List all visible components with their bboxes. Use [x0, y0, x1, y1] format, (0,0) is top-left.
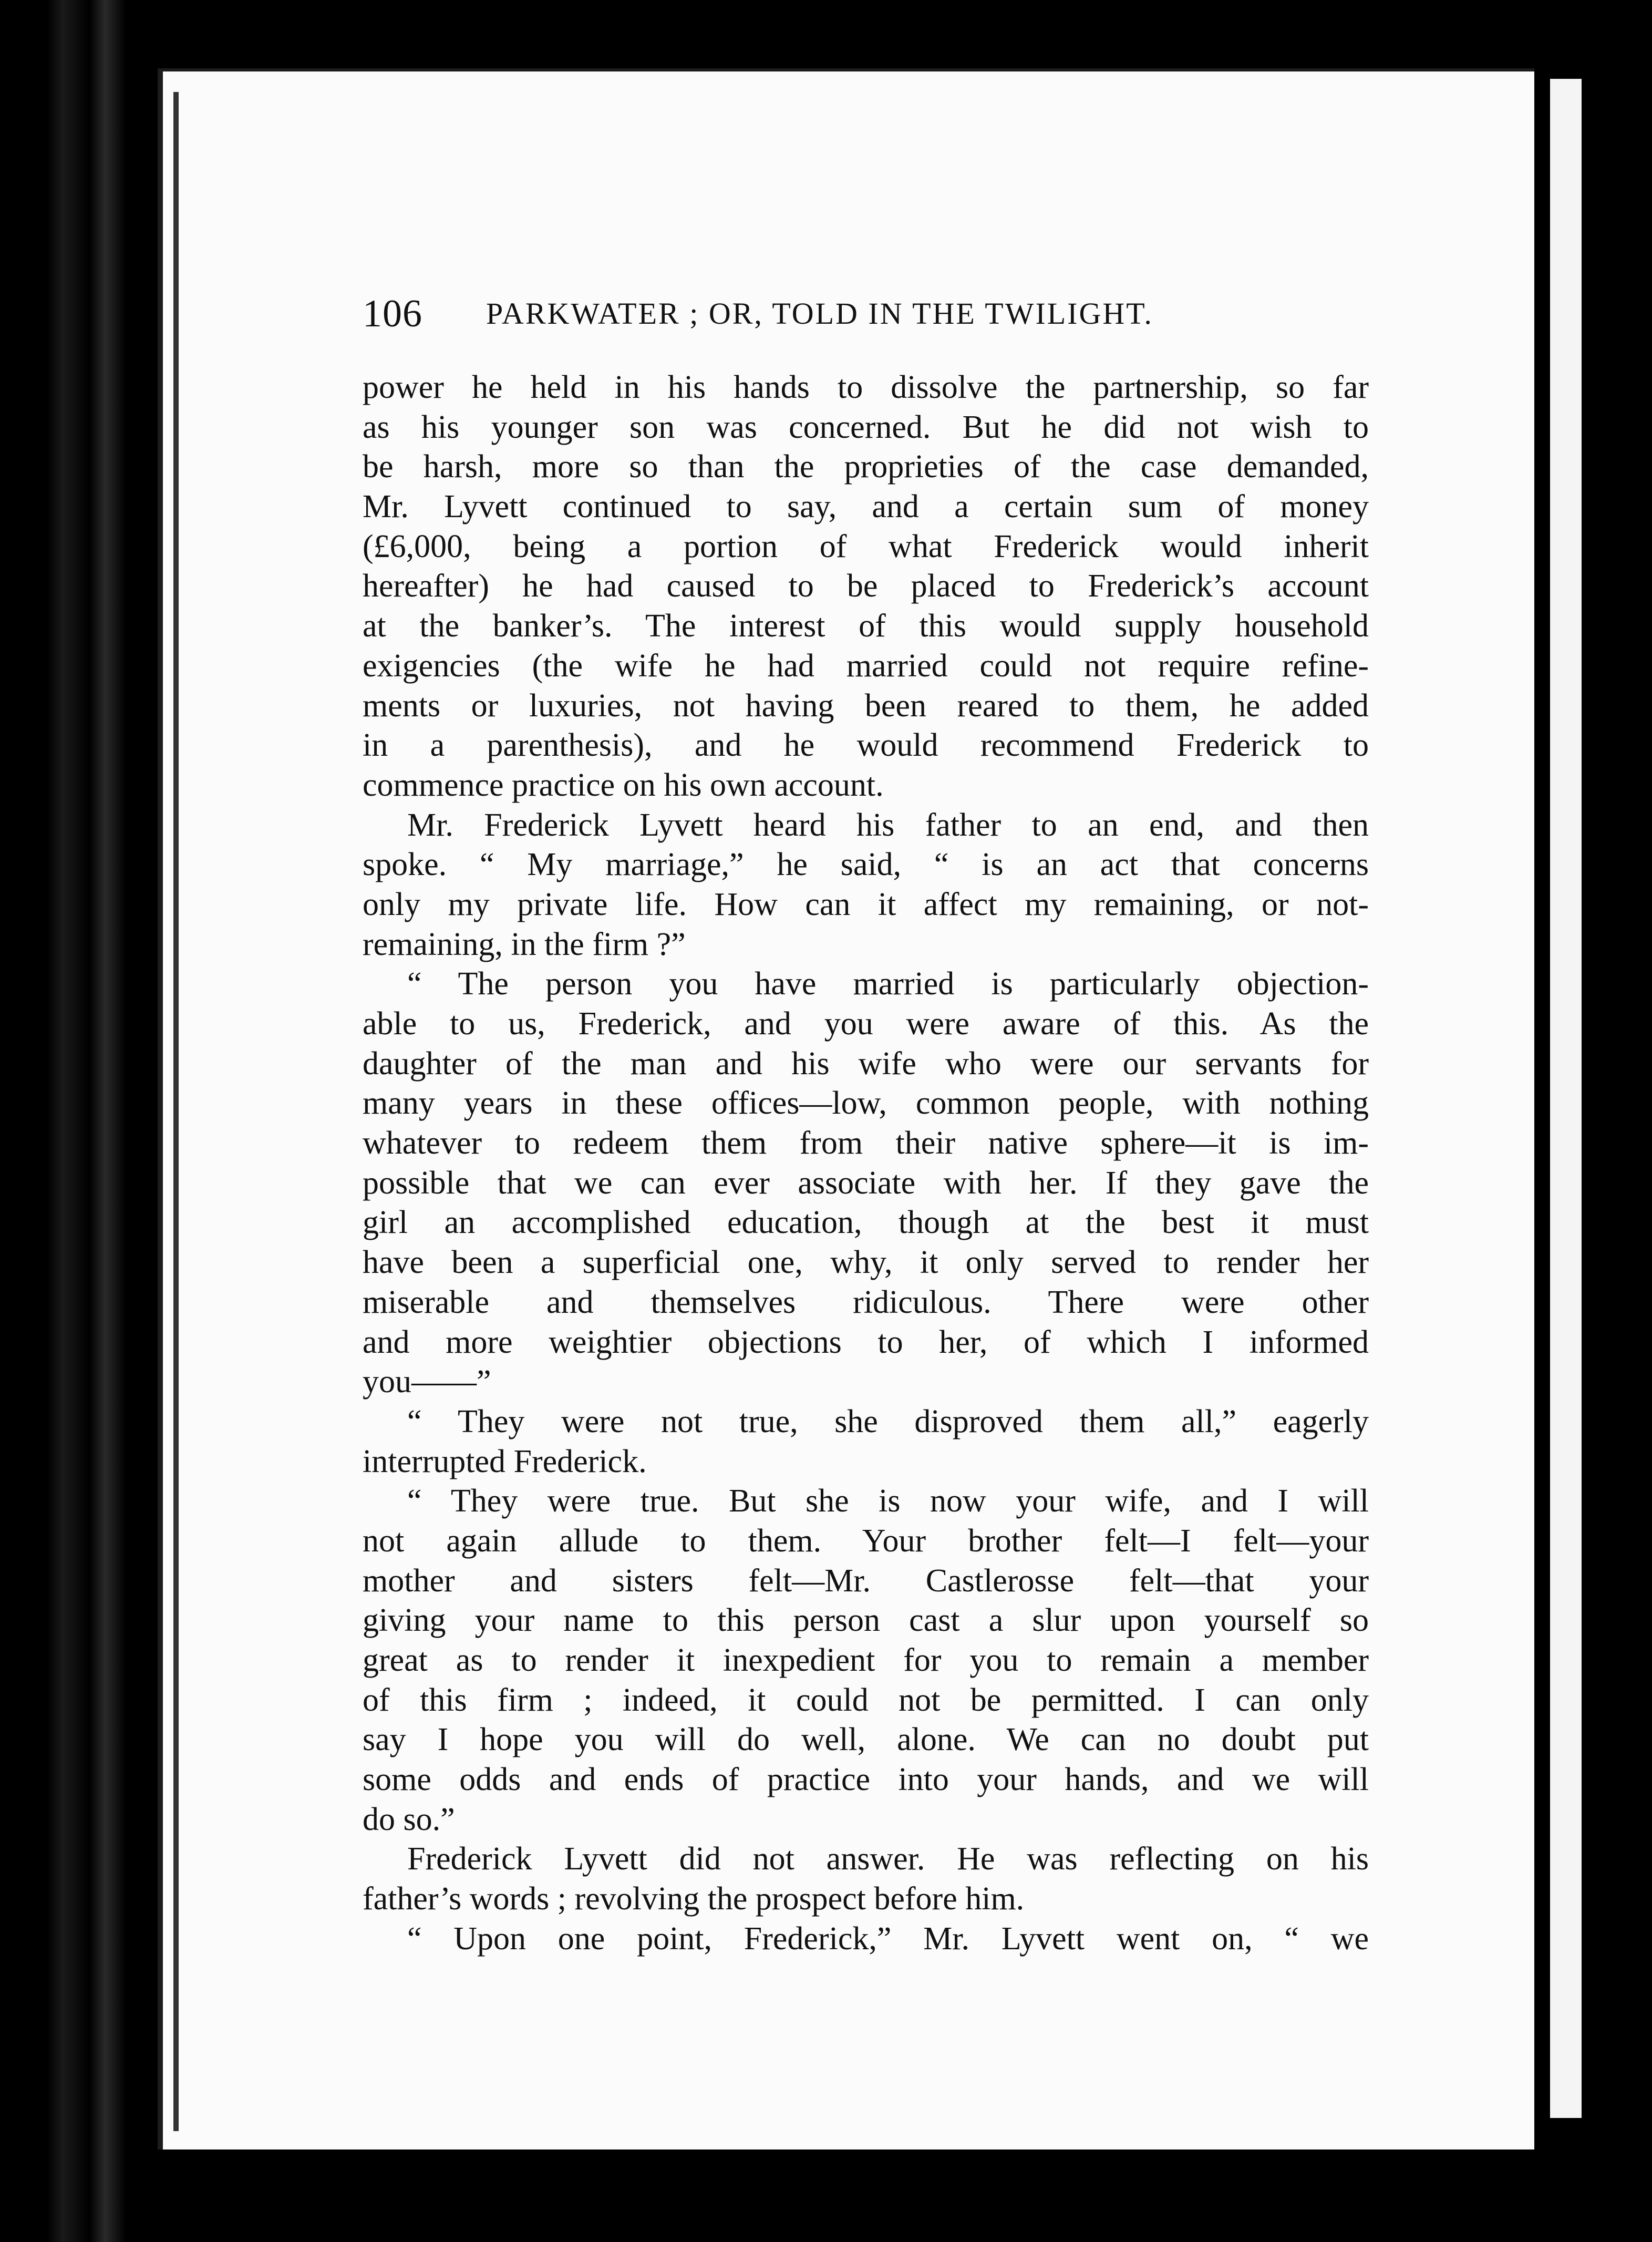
text-line: giving your name to this person cast a slur upon yourself so: [363, 1602, 1369, 1639]
page-edge-line: [173, 92, 179, 2131]
text-line: (£6,000, being a portion of what Frederick would inherit: [363, 528, 1369, 564]
text-line: mother and sisters felt—Mr. Castlerosse felt—that your: [363, 1562, 1369, 1599]
text-line: of this firm ; indeed, it could not be permitted. I can only: [363, 1682, 1369, 1718]
running-title: PARKWATER ; OR, TOLD IN THE TWILIGHT.: [486, 296, 1153, 331]
text-line: commence practice on his own account.: [363, 767, 884, 803]
text-line: say I hope you will do well, alone. We can no doubt put: [363, 1722, 1369, 1758]
text-line: interrupted Frederick.: [363, 1443, 647, 1479]
text-line: able to us, Frederick, and you were aware of this. As the: [363, 1006, 1369, 1042]
running-head: [363, 292, 1308, 349]
scan-right-border: [1521, 0, 1652, 2242]
text-line: you——”: [363, 1364, 491, 1400]
text-line: have been a superficial one, why, it only served to render her: [363, 1245, 1369, 1281]
text-line: in a parenthesis), and he would recommend Frederick to: [363, 727, 1369, 764]
text-line: only my private life. How can it affect my remaining, or not-: [363, 886, 1369, 922]
text-line: possible that we can ever associate with her. If they gave the: [363, 1165, 1369, 1201]
text-line: not again allude to them. Your brother felt—I felt—your: [363, 1523, 1369, 1559]
page-number: 106: [363, 292, 422, 335]
text-line: as his younger son was concerned. But he did not wish to: [363, 409, 1369, 445]
text-line: whatever to redeem them from their native sphere—it is im-: [363, 1125, 1369, 1161]
text-line: ments or luxuries, not having been reared to them, he added: [363, 687, 1369, 724]
body-text: [363, 368, 1369, 1959]
text-line: power he held in his hands to dissolve the partnership, so far: [363, 369, 1369, 405]
text-line: Frederick Lyvett did not answer. He was reflecting on his: [407, 1841, 1369, 1877]
text-line: spoke. “ My marriage,” he said, “ is an act that concerns: [363, 847, 1369, 883]
text-line: do so.”: [363, 1801, 455, 1837]
text-line: exigencies (the wife he had married could not require refine-: [363, 647, 1369, 684]
text-line: some odds and ends of practice into your hands, and we will: [363, 1762, 1369, 1798]
text-line: Mr. Lyvett continued to say, and a certain sum of money: [363, 489, 1369, 525]
text-line: great as to render it inexpedient for you to remain a member: [363, 1642, 1369, 1678]
text-line: “ Upon one point, Frederick,” Mr. Lyvett went on, “ we: [407, 1920, 1369, 1957]
text-line: and more weightier objections to her, of which I informed: [363, 1324, 1369, 1360]
text-line: “ They were not true, she disproved them all,” eagerly: [407, 1403, 1369, 1439]
text-line: girl an accomplished education, though at the best it must: [363, 1205, 1369, 1241]
text-line: “ They were true. But she is now your wife, and I will: [407, 1483, 1369, 1519]
text-line: remaining, in the firm ?”: [363, 926, 686, 962]
text-line: Mr. Frederick Lyvett heard his father to an end, and then: [407, 807, 1369, 843]
scan-left-border: [0, 0, 158, 2242]
text-line: hereafter) he had caused to be placed to Frederick’s account: [363, 568, 1369, 604]
text-line: father’s words ; revolving the prospect before him.: [363, 1881, 1025, 1917]
text-line: miserable and themselves ridiculous. There were other: [363, 1284, 1369, 1320]
text-line: be harsh, more so than the proprieties of the case demanded,: [363, 449, 1369, 485]
next-page-edge: [1550, 79, 1582, 2118]
text-line: many years in these offices—low, common people, with nothing: [363, 1085, 1369, 1122]
text-line: at the banker’s. The interest of this would supply household: [363, 608, 1369, 644]
text-line: “ The person you have married is particularly objection-: [407, 966, 1369, 1002]
text-line: daughter of the man and his wife who were our servants for: [363, 1045, 1369, 1082]
